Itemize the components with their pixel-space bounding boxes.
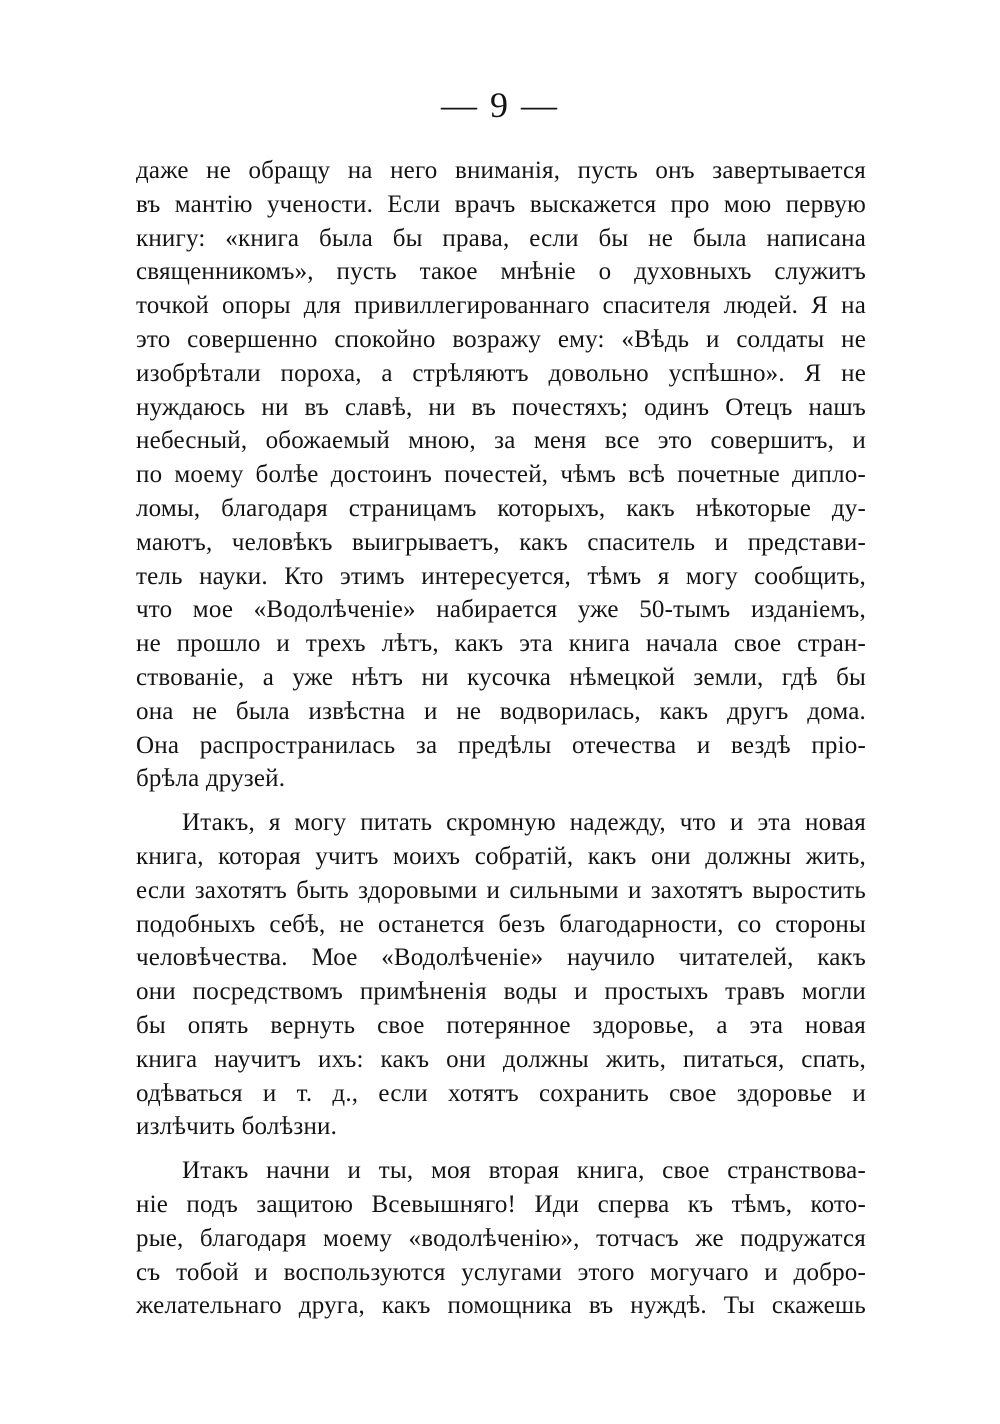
text-line: ствованіе, а уже нѣтъ ни кусочка нѣмецкой земли, гдѣ бы xyxy=(136,663,866,691)
text-line: что мое «Водолѣченіе» набирается уже 50-тымъ изданіемъ, xyxy=(136,596,866,624)
text-line: священникомъ», пусть такое мнѣніе о духовныхъ служитъ xyxy=(136,258,866,286)
body-text xyxy=(136,154,866,1323)
paragraph-1 xyxy=(136,154,866,796)
text-line: нуждаюсь ни въ славѣ, ни въ почестяхъ; одинъ Отецъ нашъ xyxy=(136,393,866,421)
text-line: даже не обращу на него вниманія, пусть онъ завертывается xyxy=(136,157,866,184)
text-line: точкой опоры для привиллегированнаго спасителя людей. Я на xyxy=(136,292,866,320)
text-line: это совершенно спокойно возражу ему: «Вѣдь и солдаты не xyxy=(136,325,866,353)
text-line: бы опять вернуть свое потерянное здоровье, а эта новая xyxy=(136,1011,866,1039)
text-line: подобныхъ себѣ, не останется безъ благодарности, со стороны xyxy=(136,910,866,938)
text-line: изобрѣтали пороха, а стрѣляютъ довольно успѣшно». Я не xyxy=(136,359,866,387)
text-line: Она распространилась за предѣлы отечества и вездѣ пріо- xyxy=(136,731,866,759)
text-line: они посредствомъ примѣненія воды и простыхъ травъ могли xyxy=(136,978,866,1006)
paragraph-2 xyxy=(136,806,866,1144)
text-line: излѣчить болѣзни. xyxy=(136,1113,338,1141)
text-line: книга научитъ ихъ: какъ они должны жить, питаться, спать, xyxy=(136,1045,866,1073)
text-line: ломы, благодаря страницамъ которыхъ, какъ нѣкоторые ду- xyxy=(136,494,866,522)
text-line: книгу: «книга была бы права, если бы не была написана xyxy=(136,224,866,252)
paragraph-3 xyxy=(136,1154,866,1323)
text-line: она не была извѣстна и не водворилась, какъ другъ дома. xyxy=(136,697,866,725)
text-line: одѣваться и т. д., если хотятъ сохранить свое здоровье и xyxy=(136,1079,866,1107)
text-line: въ мантію учености. Если врачъ выскажется про мою первую xyxy=(136,190,866,218)
text-line: рые, благодаря моему «водолѣченію», тотчасъ же подружатся xyxy=(136,1224,866,1252)
text-line: по моему болѣе достоинъ почестей, чѣмъ всѣ почетные дипло- xyxy=(136,461,866,489)
text-line: съ тобой и воспользуются услугами этого могучаго и добро- xyxy=(136,1258,866,1286)
text-line: книга, которая учитъ моихъ собратій, какъ они должны жить, xyxy=(136,842,866,870)
page-number-header: — 9 — xyxy=(441,85,559,125)
text-line: человѣчества. Мое «Водолѣченіе» научило читателей, какъ xyxy=(136,944,866,972)
text-line: желательнаго друга, какъ помощника въ нуждѣ. Ты скажешь xyxy=(136,1292,866,1320)
text-line: не прошло и трехъ лѣтъ, какъ эта книга начала свое стран- xyxy=(136,630,866,658)
text-line: Итакъ начни и ты, моя вторая книга, свое странствова- xyxy=(182,1157,866,1185)
text-line: небесный, обожаемый мною, за меня все это совершитъ, и xyxy=(136,427,866,455)
text-line: брѣла друзей. xyxy=(136,765,286,793)
text-line: маютъ, человѣкъ выигрываетъ, какъ спаситель и представи- xyxy=(136,528,866,556)
text-line: Итакъ, я могу питать скромную надежду, что и эта новая xyxy=(182,809,866,837)
text-line: тель науки. Кто этимъ интересуется, тѣмъ я могу сообщить, xyxy=(136,562,866,590)
text-line: ніе подъ защитою Всевышняго! Иди сперва къ тѣмъ, кото- xyxy=(136,1190,866,1218)
text-line: если захотятъ быть здоровыми и сильными и захотятъ выростить xyxy=(136,876,866,904)
